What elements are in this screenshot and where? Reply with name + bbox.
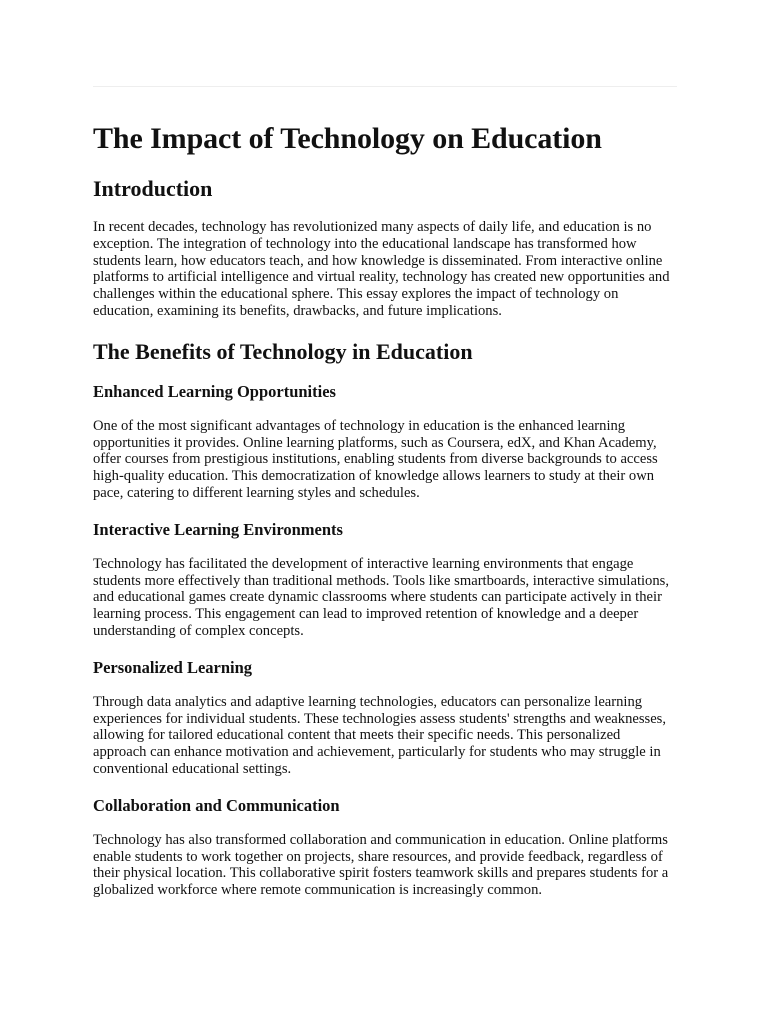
introduction-paragraph: In recent decades, technology has revolutionized many aspects of daily life, and education is no exception. The integration of technology into the educational landscape has transformed how students learn, how educators teach, and how knowledge is disseminated. From interactive online platforms to artificial intelligence and virtual reality, technology has created new opportunities and challenges within the educational sphere. This essay explores the impact of technology on education, examining its benefits, drawbacks, and future implications. [93,219,670,319]
top-divider [93,86,677,87]
subsection-heading-interactive-learning: Interactive Learning Environments [93,519,343,539]
subsection-heading-collaboration: Collaboration and Communication [93,795,340,815]
document-page [93,86,677,917]
interactive-learning-paragraph: Technology has facilitated the development of interactive learning environments that engage students more effectively than traditional methods. Tools like smartboards, interactive simulations, and educational games create dynamic classrooms where students can participate actively in their learning process. This engagement can lead to improved retention of knowledge and a deeper understanding of complex concepts. [93,555,669,639]
section-heading-benefits: The Benefits of Technology in Education [93,338,473,364]
section-heading-introduction: Introduction [93,176,213,201]
personalized-learning-paragraph: Through data analytics and adaptive learning technologies, educators can personalize learning experiences for individual students. These technologies assess students' strengths and weaknesses, allowing for tailored educational content that meets their specific needs. This personalized approach can enhance motivation and achievement, particularly for students who may struggle in conventional educational settings. [93,693,667,777]
subsection-heading-personalized-learning: Personalized Learning [93,657,253,677]
subsection-heading-enhanced-learning: Enhanced Learning Opportunities [93,381,336,401]
document-title: The Impact of Technology on Education [93,122,602,155]
collaboration-paragraph: Technology has also transformed collaboration and communication in education. Online platforms enable students to work together on projects, share resources, and provide feedback, regardless of their physical location. This collaborative spirit fosters teamwork skills and prepares students for a globalized workforce where remote communication is increasingly common. [93,831,669,899]
enhanced-learning-paragraph: One of the most significant advantages of technology in education is the enhanced learning opportunities it provides. Online learning platforms, such as Coursera, edX, and Khan Academy, offer courses from prestigious institutions, enabling students from diverse backgrounds to access high-quality education. This democratization of knowledge allows learners to study at their own pace, catering to different learning styles and schedules. [93,417,658,501]
